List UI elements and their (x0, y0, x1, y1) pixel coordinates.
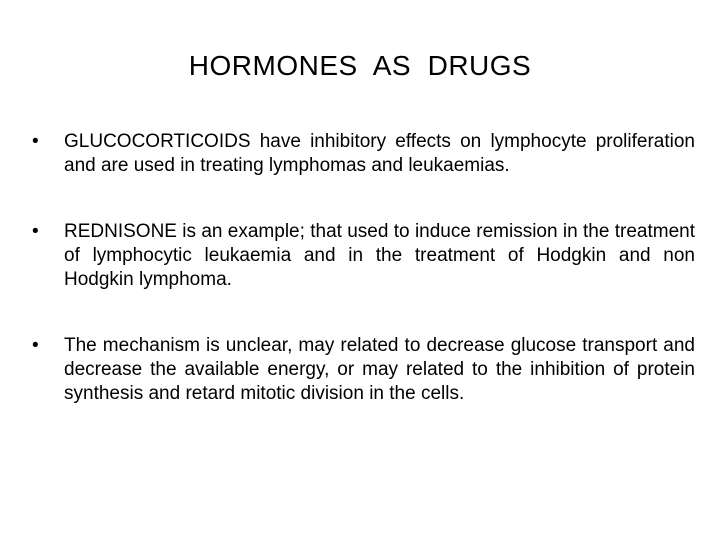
slide-title: HORMONES AS DRUGS (188, 50, 532, 81)
bullet-point-icon: • (32, 221, 39, 242)
bullet-point-icon: • (32, 131, 39, 152)
bullet-text: The mechanism is unclear, may related to decrease glucose transport and decrease the available energy, or may related to the inhibition of protein synthesis and retard mitotic division in the cells. (64, 335, 695, 404)
bullet-text: REDNISONE is an example; that used to induce remission in the treatment of lymphocytic leukaemia and in the treatment of Hodgkin and non Hodgkin lymphoma. (64, 221, 695, 290)
bullet-item-mechanism (30, 334, 695, 406)
bullet-point-icon: • (32, 335, 39, 356)
bullet-list (30, 130, 695, 448)
bullet-item-glucocorticoids (30, 130, 695, 178)
bullet-item-prednisone (30, 220, 695, 292)
bullet-text: GLUCOCORTICOIDS have inhibitory effects on lymphocyte proliferation and are used in treating lymphomas and leukaemias. (64, 131, 695, 176)
